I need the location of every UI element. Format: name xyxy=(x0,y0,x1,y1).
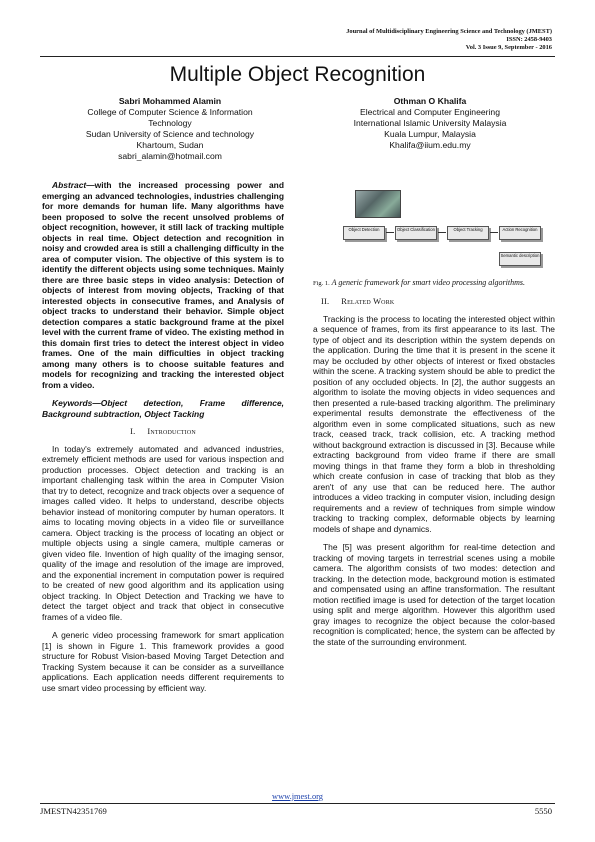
arrow xyxy=(438,232,446,233)
author-block-1 xyxy=(60,96,280,163)
abstract xyxy=(42,180,284,390)
abstract-text: —with the increased processing power and emerging an advanced technologies, industries challenging for more demands for human life. Many algorithms have been proposed to solve the recent unsolved problems of object recognition, however, it still lack of tracking multiple objects in real time. Object detection and recognition in noisy and crowded area is still a challenging difficulty in the area of computer vision. The objective of this system is to identify the different objects using some techniques. Mainly there are three basic steps in video analysis: Detection of objects of interest from moving objects, Tracking of that interested objects in consecutive frames, and Analysis of object tracks to understand their behavior. Simple object detection compares a static background frame at the pixel level with the current frame of video. The existing method in this domain first tries to detect the interest object in video frames. One of the main difficulties in object tracking among many others is to choose suitable features and models for recognizing and tracking the interested object from a video. xyxy=(42,180,284,390)
footer-rule xyxy=(40,803,555,804)
diagram-box: Object Tracking xyxy=(447,226,489,240)
author-email[interactable]: sabri_alamin@hotmail.com xyxy=(118,151,222,162)
page-number: 5550 xyxy=(534,806,552,816)
paragraph: In today's extremely automated and advanced industries, extremely efficient methods are used for various inspection and production processes. Object detection and tracking is an important challenging task within the area in Computer Vision that try to detect, recognize and track objects over a sequence of images called video. It helps to understand, describe objects behavior instead of monitoring computer by human operators. It aims to locating moving objects in a video file or surveillance camera. Object tracking is the process of locating an object or multiple objects using a single camera, multiple cameras or given video file. Invention of high quality of the imaging sensor, quality of the image and resolution of the image are improved, and the exponential increment in computation power is required to be created of new good algorithm and its application using object tracking. In Object Detection and Tracking we have to detect the target object and track that object in consecutive frames of a video file. xyxy=(42,443,285,622)
section-number: II. xyxy=(321,297,330,306)
author-affiliation: Electrical and Computer Engineering xyxy=(360,107,500,118)
paragraph: Tracking is the process to locating the interested object within a sequence of frames, from its first appearance to its last. The type of object and its description within the system depends on the application. During the time that it is present in the scene it may be occluded by other objects of interest or fixed obstacles within the scene. A tracking system should be able to predict the position of any occluded objects. In [2], the author suggests an algorithm to isolate the moving objects in video sequences and then presented a rule-based tracking algorithm. The preliminary experimental results demonstrate the effectiveness of the algorithm even in some complicated situations, such as new track, ceased track, track collision, etc. A tracking method without background extraction is discussed in [3]. Because while extracting background from video frame if there are small moving things in that frame they form a blob in thresholding which create confusion in case of tracking that blob as they aren't of any use that can be reduced here. The author introduces a video tracking in computer vision, including design requirements and a review of techniques from simple window tracking to tracking complex, deformable objects by learning models of shape and dynamics. xyxy=(313,313,555,534)
author-location: Kuala Lumpur, Malaysia xyxy=(384,129,476,140)
paragraph: The [5] was present algorithm for real-time detection and tracking of moving targets in terrestrial scenes using a mobile camera. The algorithm consists of two modes: detection and tracking. In the detection mode, background motion is estimated and compensated using an affine transformation. The resultant motion rectified image is used for detection of the target location using split and merge algorithm. However this algorithm used gray images to recognize the object because the color-based recognition is complicated; hence, the system can be affected by the state of the surrounding environment. xyxy=(313,542,555,647)
right-column xyxy=(313,180,555,655)
author-block-2 xyxy=(330,96,530,151)
author-name: Othman O Khalifa xyxy=(393,96,467,106)
author-affiliation: Sudan University of Science and technology xyxy=(85,129,255,140)
abstract-label: Abstract xyxy=(52,180,87,190)
diagram-box: Object Classification xyxy=(395,226,437,240)
keywords: Keywords—Object detection, Frame difference, Background subtraction, Object Tacking xyxy=(42,398,284,419)
diagram-box: Object Detection xyxy=(343,226,385,240)
video-frames-image xyxy=(355,190,401,218)
author-affiliation: College of Computer Science & Information xyxy=(87,107,253,118)
figure-1 xyxy=(341,190,540,274)
figure-caption xyxy=(313,278,555,289)
caption-text: A generic framework for smart video processing algorithms. xyxy=(331,278,525,287)
section-heading xyxy=(313,297,555,308)
journal-name: Journal of Multidisciplinary Engineering Science and Technology (JMEST) xyxy=(346,28,552,35)
footer-id: JMESTN42351769 xyxy=(40,806,107,816)
header-rule xyxy=(40,56,555,57)
author-email[interactable]: Khalifa@iium.edu.my xyxy=(389,140,471,151)
arrow xyxy=(386,232,394,233)
journal-volume: Vol. 3 Issue 9, September - 2016 xyxy=(465,44,552,51)
author-affiliation: International Islamic University Malaysia xyxy=(353,118,507,129)
journal-header xyxy=(346,28,552,52)
section-title: Related Work xyxy=(341,297,395,306)
paper-title: Multiple Object Recognition xyxy=(169,63,426,86)
author-name: Sabri Mohammed Alamin xyxy=(118,96,222,106)
author-location: Khartoum, Sudan xyxy=(136,140,204,151)
diagram-box: Semantic description xyxy=(499,252,541,266)
footer-url[interactable]: www.jmest.org xyxy=(272,792,323,801)
section-title: Introduction xyxy=(147,427,196,436)
author-affiliation: Technology xyxy=(148,118,192,129)
journal-issn: ISSN: 2458-9403 xyxy=(506,36,552,43)
diagram-box: Action Recognition xyxy=(499,226,541,240)
section-number: I. xyxy=(130,427,136,436)
section-heading xyxy=(42,427,284,438)
left-column xyxy=(42,180,284,693)
arrow xyxy=(490,232,498,233)
figure-label: Fig. 1. xyxy=(313,280,330,287)
paragraph-continued: A generic video processing framework for smart application [1] is shown in Figure 1. This framework provides a good structure for Robust Vision-based Moving Target Detection and Tracking System because it can be consider as a surveillance applications. Each application needs different requirements to use smart video processing by efficient way. xyxy=(42,630,284,693)
